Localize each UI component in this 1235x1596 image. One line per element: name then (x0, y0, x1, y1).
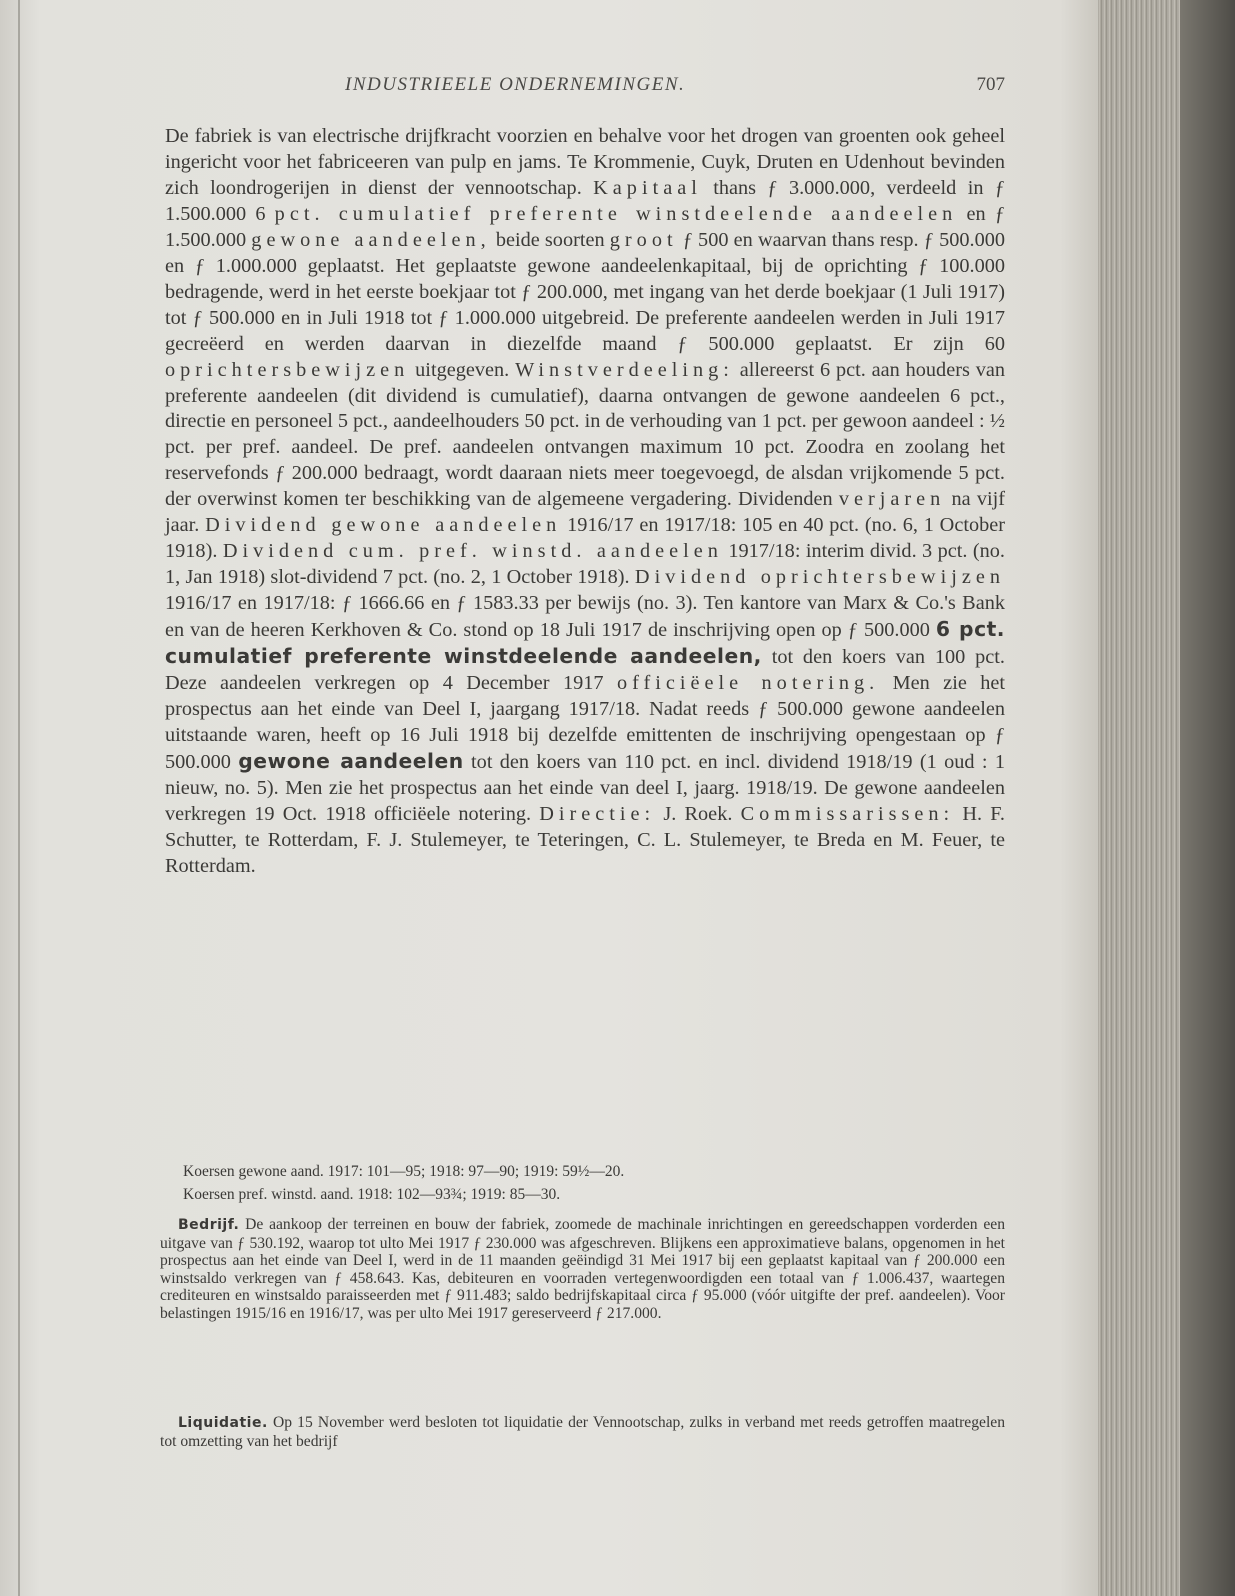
page-number: 707 (976, 74, 1005, 95)
section-bedrijf (160, 1216, 1005, 1323)
quote-preferred-shares: Koersen pref. winstd. aand. 1918: 102—93¾; 1919: 85—30. (183, 1186, 561, 1203)
bedrijf-text: De aankoop der terreinen en bouw der fabriek, zoomede de machinale inrichtingen en gereedschappen vorderden een uitgave van ƒ 530.192, waarop tot ulto Mei 1917 ƒ 230.000 was afgeschreven. Blijkens een approximatieve balans, opgenomen in het prospectus aan het einde van Deel I, werd in de 11 maanden geëindigd 31 Mei 1917 bij een geplaatst kapitaal van ƒ 200.000 een winstsaldo verkregen van ƒ 458.643. Kas, debiteuren en voorraden vertegenwoordigden een totaal van ƒ 1.006.437, waartegen crediteuren en winstsaldo paraisseerden met ƒ 911.483; saldo bedrijfskapitaal circa ƒ 95.000 (vóór uitgifte der pref. aandeelen). Voor belastingen 1915/16 en 1916/17, was per ulto Mei 1917 gereserveerd ƒ 217.000. (160, 1216, 1005, 1322)
page-header (160, 74, 1005, 100)
liquidatie-text: Op 15 November werd besloten tot liquidatie der Vennootschap, zulks in verband met reeds getroffen maatregelen tot omzetting van het bedrijf (160, 1414, 1005, 1450)
book-spine-shadow (1180, 0, 1235, 1596)
liquidatie-heading: Liquidatie. (178, 1415, 268, 1431)
page-edge-shadow (18, 0, 20, 1596)
main-paragraph (165, 124, 1005, 880)
running-title: INDUSTRIEELE ONDERNEMINGEN. (345, 74, 686, 95)
section-liquidatie (160, 1414, 1005, 1450)
company-description: De fabriek is van electrische drijfkracht voorzien en behalve voor het drogen van groenten ook geheel ingericht voor het fabriceeren van pulp en jams. Te Krommenie, Cuyk, Druten en Udenhout bevinden zich loondrogerijen in dienst der vennootschap. Kapitaal thans ƒ 3.000.000, verdeeld in ƒ 1.500.000 6 pct. cumulatief preferente winstdeelende aandeelen en ƒ 1.500.000 gewone aandeelen, beide soorten groot ƒ 500 en waarvan thans resp. ƒ 500.000 en ƒ 1.000.000 geplaatst. Het geplaatste gewone aandeelenkapitaal, bij de oprichting ƒ 100.000 bedragende, werd in het eerste boekjaar tot ƒ 200.000, met ingang van het derde boekjaar (1 Juli 1917) tot ƒ 500.000 en in Juli 1918 tot ƒ 1.000.000 uitgebreid. De preferente aandeelen werden in Juli 1917 gecreëerd en werden daarvan in diezelfde maand ƒ 500.000 geplaatst. Er zijn 60 oprichtersbewijzen uitgegeven. Winstverdeeling: allereerst 6 pct. aan houders van preferente aandeelen (dit dividend is cumulatief), daarna ontvangen de gewone aandeelen 6 pct., directie en personeel 5 pct., aandeelhouders 50 pct. in de verhouding van 1 pct. per gewoon aandeel : ½ pct. per pref. aandeel. De pref. aandeelen ontvangen maximum 10 pct. Zoodra en zoolang het reservefonds ƒ 200.000 bedraagt, wordt daaraan niets meer toegevoegd, de alsdan vrijkomende 5 pct. der overwinst komen ter beschikking van de algemeene vergadering. Dividenden verjaren na vijf jaar. Dividend gewone aandeelen 1916/17 en 1917/18: 105 en 40 pct. (no. 6, 1 October 1918). Dividend cum. pref. winstd. aandeelen 1917/18: interim divid. 3 pct. (no. 1, Jan 1918) slot-dividend 7 pct. (no. 2, 1 October 1918). Dividend oprichtersbewijzen 1916/17 en 1917/18: ƒ 1666.66 en ƒ 1583.33 per bewijs (no. 3). Ten kantore van Marx & Co.'s Bank en van de heeren Kerkhoven & Co. stond op 18 Juli 1917 de inschrijving open op ƒ 500.000 6 pct. cumulatief preferente winstdeelende aandeelen, tot den koers van 100 pct. Deze aandeelen verkregen op 4 December 1917 officiëele notering. Men zie het prospectus aan het einde van Deel I, jaargang 1917/18. Nadat reeds ƒ 500.000 gewone aandeelen uitstaande waren, heeft op 16 Juli 1918 bij dezelfde emittenten de inschrijving opengestaan op ƒ 500.000 gewone aandeelen tot den koers van 110 pct. en incl. dividend 1918/19 (1 oud : 1 nieuw, no. 5). Men zie het prospectus aan het einde van deel I, jaarg. 1918/19. De gewone aandeelen verkregen 19 Oct. 1918 officiëele notering. Directie: J. Roek. Commissarissen: H. F. Schutter, te Rotterdam, F. J. Stulemeyer, te Teteringen, C. L. Stulemeyer, te Breda en M. Feuer, te Rotterdam. (165, 125, 1006, 877)
bedrijf-heading: Bedrijf. (178, 1217, 240, 1233)
price-quotes (183, 1160, 883, 1206)
quote-ordinary-shares: Koersen gewone aand. 1917: 101—95; 1918: 97—90; 1919: 59½—20. (183, 1163, 625, 1180)
